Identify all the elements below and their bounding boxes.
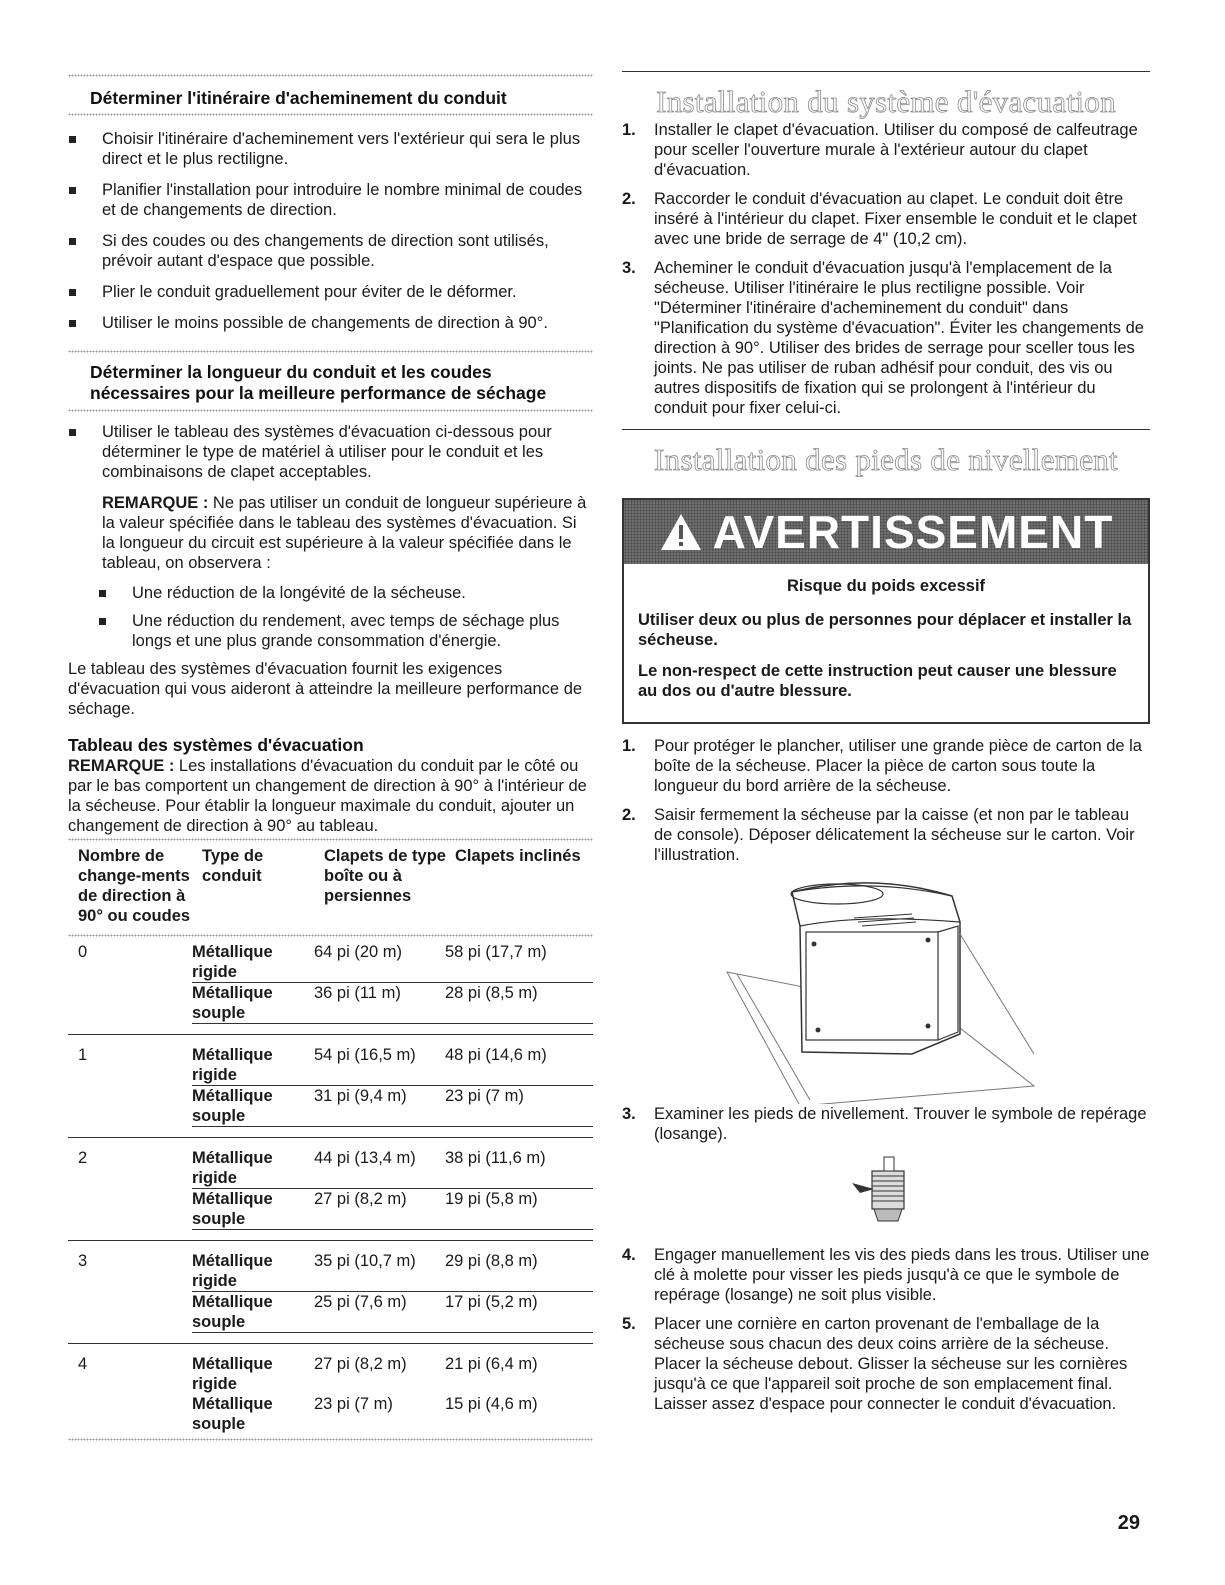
warning-body bbox=[624, 564, 1148, 722]
list-item: 3. Examiner les pieds de nivellement. Trouver le symbole de repérage (losange). bbox=[622, 1105, 1147, 1143]
page-number: 29 bbox=[1117, 1512, 1140, 1534]
leveling-install-title: Installation des pieds de nivellement bbox=[654, 442, 1118, 477]
closing-paragraph: Le tableau des systèmes d'évacuation fournit les exigences d'évacuation qui vous aideront à atteindre la meilleure performance de séchage. bbox=[68, 660, 583, 718]
list-item: Plier le conduit graduellement pour éviter de le déformer. bbox=[68, 282, 593, 302]
list-item: Utiliser le tableau des systèmes d'évacuation ci-dessous pour déterminer le type de matériel à utiliser pour le conduit et les combinaisons de clapet acceptables. bbox=[68, 422, 593, 482]
note-text: Ne pas utiliser un conduit de longueur supérieure à la valeur spécifiée dans le tableau des systèmes d'évacuation. Si la longueur du circuit est supérieure à la valeur spécifiée dans le tableau, on observera : bbox=[102, 494, 587, 572]
leveling-step-3 bbox=[622, 1104, 1150, 1144]
table-row bbox=[68, 1344, 593, 1439]
list-item: Utiliser le moins possible de changements de direction à 90°. bbox=[68, 313, 593, 333]
note-label: REMARQUE : bbox=[68, 757, 175, 775]
leveling-steps-b bbox=[622, 1245, 1150, 1414]
header-elbows: Nombre de change-ments de direction à 90° ou coudes bbox=[78, 847, 191, 925]
list-item: 2. Raccorder le conduit d'évacuation au clapet. Le conduit doit être inséré à l'intérieur du clapet. Fixer ensemble le conduit et le clapet avec une bride de serrage de 4" (10,2 cm). bbox=[622, 190, 1137, 248]
list-item: 5. Placer une cornière en carton provenant de l'emballage de la sécheuse sous chacun des deux coins arrière de la sécheuse. Placer la sécheuse debout. Glisser la sécheuse sur les cornières jusqu'à ce que l'appareil soit proche de son emplacement final. Laisser assez d'espace pour connecter le conduit d'évacuation. bbox=[622, 1315, 1128, 1413]
list-item: 4. Engager manuellement les vis des pieds dans les trous. Utiliser une clé à molette pour visser les pieds jusqu'à ce que le symbole de repérage (losange) ne soit plus visible. bbox=[622, 1246, 1150, 1304]
table-subrow: Métallique rigide 27 pi (8,2 m) 21 pi (6,4 m) bbox=[192, 1355, 538, 1393]
warning-title: AVERTISSEMENT bbox=[712, 506, 1114, 558]
section-heading-route: Déterminer l'itinéraire d'acheminement du conduit bbox=[90, 88, 507, 108]
note-text: Les installations d'évacuation du conduit par le côté ou par le bas comportent un changement de direction à 90° à l'intérieur de la sécheuse. Pour établir la longueur maximale du conduit, ajouter un changement de direction à 90° au tableau. bbox=[68, 757, 587, 835]
list-item: Planifier l'installation pour introduire le nombre minimal de coudes et de changements de direction. bbox=[68, 180, 593, 220]
warning-banner bbox=[624, 500, 1148, 564]
list-item: 3. Acheminer le conduit d'évacuation jusqu'à l'emplacement de la sécheuse. Utiliser l'itinéraire le plus rectiligne possible. Voir "Déterminer l'itinéraire d'acheminement du conduit" dans "Planification du système d'évacuation". Éviter les changements de direction à 90°. Utiliser des brides de serrage pour sceller tous les joints. Ne pas utiliser de ruban adhésif pour conduit, des vis ou autres dispositifs de fixation qui se prolongent à l'intérieur du conduit pour fixer celui-ci. bbox=[622, 259, 1144, 417]
heading-line: nécessaires pour la meilleure performance de séchage bbox=[90, 383, 547, 403]
table-row bbox=[68, 1241, 593, 1344]
table-subrow: Métallique rigide 35 pi (10,7 m) 29 pi (8,8 m) bbox=[192, 1251, 593, 1292]
left-column bbox=[68, 0, 593, 1441]
elbow-count: 3 bbox=[68, 1241, 192, 1344]
list-item: 1. Installer le clapet d'évacuation. Utiliser du composé de calfeutrage pour sceller l'ouverture murale à l'extérieur autour du clapet d'évacuation. bbox=[622, 121, 1138, 179]
table-header-row bbox=[68, 846, 593, 926]
elbow-count: 0 bbox=[68, 942, 192, 1035]
table-subrow: Métallique rigide 54 pi (16,5 m) 48 pi (14,6 m) bbox=[192, 1045, 593, 1086]
table-row bbox=[68, 1035, 593, 1138]
list-item: Si des coudes ou des changements de direction sont utilisés, prévoir autant d'espace que possible. bbox=[68, 231, 593, 271]
table-subrow: Métallique souple 36 pi (11 m) 28 pi (8,5 m) bbox=[192, 983, 593, 1024]
length-bullet-list bbox=[68, 422, 593, 482]
table-subrow: Métallique souple 25 pi (7,6 m) 17 pi (5,2 m) bbox=[192, 1292, 593, 1333]
elbow-count: 1 bbox=[68, 1035, 192, 1138]
vent-system-table-body bbox=[68, 942, 593, 1438]
warning-risk: Risque du poids excessif bbox=[786, 577, 986, 595]
elbow-count: 2 bbox=[68, 1138, 192, 1241]
vent-system-table bbox=[68, 846, 593, 926]
table-row bbox=[68, 1138, 593, 1241]
consequence-list bbox=[68, 583, 593, 651]
table-heading: Tableau des systèmes d'évacuation bbox=[68, 735, 364, 755]
table-row bbox=[68, 942, 593, 1035]
heading-line: Déterminer la longueur du conduit et les coudes bbox=[90, 362, 492, 382]
warning-instruction: Utiliser deux ou plus de personnes pour déplacer et installer la sécheuse. bbox=[638, 611, 1132, 649]
list-item: 2. Saisir fermement la sécheuse par la caisse (et non par le tableau de console). Déposer délicatement la sécheuse sur le carton. Voir l'illustration. bbox=[622, 806, 1135, 864]
list-item: Choisir l'itinéraire d'acheminement vers l'extérieur qui sera le plus direct et le plus rectiligne. bbox=[68, 129, 593, 169]
note-label: REMARQUE : bbox=[102, 494, 209, 512]
table-subrow: Métallique souple 23 pi (7 m) 15 pi (4,6 m) bbox=[192, 1395, 538, 1433]
header-duct-type: Type de conduit bbox=[202, 847, 264, 885]
header-angled-hoods: Clapets inclinés bbox=[455, 847, 581, 865]
table-subrow: Métallique rigide 64 pi (20 m) 58 pi (17,7 m) bbox=[192, 942, 593, 983]
dotted-divider bbox=[68, 1438, 593, 1441]
warning-triangle-icon bbox=[659, 512, 703, 552]
note-paragraph bbox=[68, 493, 593, 573]
header-box-hoods: Clapets de type boîte ou à persiennes bbox=[324, 847, 446, 905]
exhaust-steps bbox=[622, 120, 1150, 418]
section-heading-length bbox=[68, 362, 593, 404]
table-subrow: Métallique souple 31 pi (9,4 m) 23 pi (7 m) bbox=[192, 1086, 593, 1127]
warning-consequence: Le non-respect de cette instruction peut causer une blessure au dos ou d'autre blessure. bbox=[638, 662, 1117, 700]
exhaust-install-title: Installation du système d'évacuation bbox=[656, 84, 1116, 119]
list-item: Une réduction du rendement, avec temps de séchage plus longs et une plus grande consommation d'énergie. bbox=[68, 611, 593, 651]
right-column bbox=[622, 0, 1150, 1423]
table-subrow: Métallique rigide 44 pi (13,4 m) 38 pi (11,6 m) bbox=[192, 1148, 593, 1189]
table-subrow: Métallique souple 27 pi (8,2 m) 19 pi (5,8 m) bbox=[192, 1189, 593, 1230]
route-bullet-list bbox=[68, 129, 593, 333]
leveling-leg-illustration bbox=[622, 1153, 1150, 1245]
list-item: Une réduction de la longévité de la sécheuse. bbox=[68, 583, 593, 603]
list-item: 1. Pour protéger le plancher, utiliser une grande pièce de carton de la boîte de la sécheuse. Placer la pièce de carton sous toute la longueur du bord arrière de la sécheuse. bbox=[622, 737, 1142, 795]
dryer-on-cardboard-illustration bbox=[622, 874, 1150, 1104]
warning-box bbox=[622, 498, 1150, 724]
elbow-count: 4 bbox=[78, 1355, 88, 1373]
table-note bbox=[68, 756, 593, 836]
leveling-steps-a bbox=[622, 736, 1150, 865]
